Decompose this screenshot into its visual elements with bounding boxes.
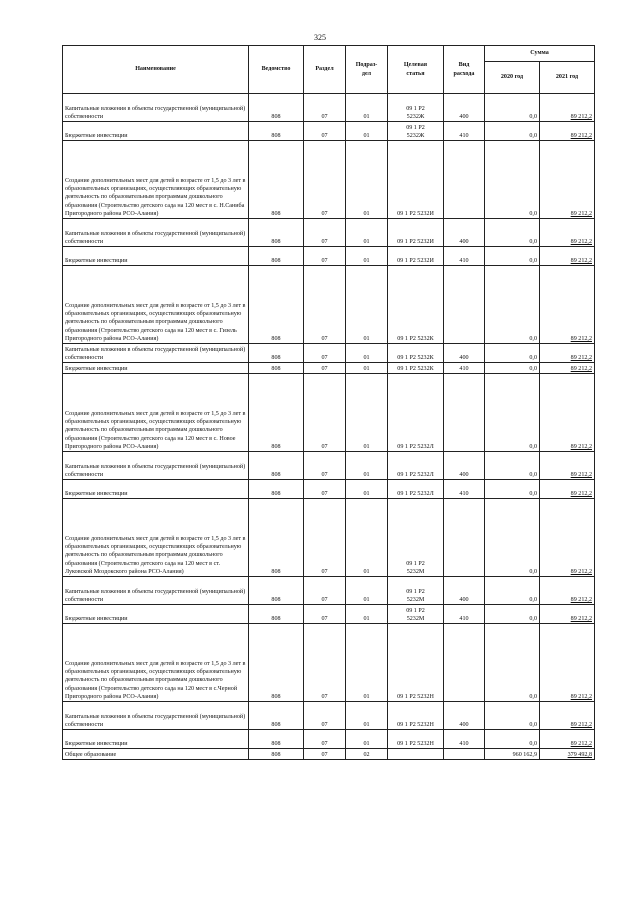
row-sum-2021: 89 212,2 — [540, 344, 595, 363]
row-expense-type: 410 — [444, 122, 485, 141]
header-subsection: Подраз- дел — [346, 46, 388, 94]
row-sum-2021: 89 212,2 — [540, 452, 595, 480]
row-name: Капитальные вложения в объекты государственной (муниципальной) собственности — [63, 344, 249, 363]
row-subsection: 01 — [346, 730, 388, 749]
row-name: Бюджетные инвестиции — [63, 247, 249, 266]
row-subsection: 01 — [346, 374, 388, 452]
row-subsection: 01 — [346, 141, 388, 219]
row-department: 808 — [249, 577, 304, 605]
table-row — [63, 141, 595, 219]
row-target-article: 09 1 P2 5232Н — [388, 702, 444, 730]
row-target-article: 09 1 P2 5232Н — [388, 624, 444, 702]
row-section: 07 — [304, 94, 346, 122]
row-expense-type: 400 — [444, 219, 485, 247]
row-department: 808 — [249, 247, 304, 266]
row-subsection: 02 — [346, 749, 388, 760]
row-target-article: 09 1 P2 5232И — [388, 247, 444, 266]
row-department: 808 — [249, 749, 304, 760]
table-row — [63, 219, 595, 247]
row-subsection: 01 — [346, 122, 388, 141]
row-section: 07 — [304, 605, 346, 624]
row-sum-2021: 89 212,2 — [540, 730, 595, 749]
row-name: Бюджетные инвестиции — [63, 363, 249, 374]
row-sum-2021: 89 212,2 — [540, 122, 595, 141]
row-section: 07 — [304, 219, 346, 247]
row-target-article: 09 1 P2 5232Н — [388, 730, 444, 749]
row-target-article — [388, 749, 444, 760]
row-subsection: 01 — [346, 499, 388, 577]
row-sum-2020: 0,0 — [485, 266, 540, 344]
row-department: 808 — [249, 374, 304, 452]
row-expense-type — [444, 374, 485, 452]
row-sum-2020: 0,0 — [485, 577, 540, 605]
row-department: 808 — [249, 730, 304, 749]
row-sum-2021: 89 212,2 — [540, 480, 595, 499]
row-expense-type — [444, 624, 485, 702]
row-section: 07 — [304, 624, 346, 702]
row-subsection: 01 — [346, 702, 388, 730]
row-subsection: 01 — [346, 94, 388, 122]
table-row — [63, 730, 595, 749]
table-row — [63, 363, 595, 374]
header-target-article: Целевая статья — [388, 46, 444, 94]
row-target-article: 09 1 P2 5232И — [388, 219, 444, 247]
row-sum-2020: 0,0 — [485, 374, 540, 452]
row-department: 808 — [249, 363, 304, 374]
row-target-article: 09 1 P2 5232К — [388, 266, 444, 344]
row-name: Бюджетные инвестиции — [63, 480, 249, 499]
row-department: 808 — [249, 94, 304, 122]
table-row — [63, 122, 595, 141]
row-subsection: 01 — [346, 344, 388, 363]
table-row — [63, 452, 595, 480]
row-sum-2021: 89 212,2 — [540, 605, 595, 624]
row-target-article: 09 1 P2 5232М — [388, 605, 444, 624]
row-sum-2020: 0,0 — [485, 219, 540, 247]
header-expense-type: Вид расхода — [444, 46, 485, 94]
row-name: Бюджетные инвестиции — [63, 605, 249, 624]
row-name: Создание дополнительных мест для детей в возрасте от 1,5 до 3 лет в образовательных организациях, осуществляющих образовательную деятельность по образовательным программам дошкольного образования (Строительство детского сада на 120 мест в с. Новое Пригородного района РСО-Алания) — [63, 374, 249, 452]
table-header — [63, 46, 595, 94]
table-row — [63, 624, 595, 702]
table-row — [63, 374, 595, 452]
row-sum-2020: 0,0 — [485, 480, 540, 499]
row-target-article: 09 1 P2 5232Л — [388, 374, 444, 452]
row-sum-2021: 89 212,2 — [540, 702, 595, 730]
header-2021: 2021 год — [540, 62, 595, 94]
header-department: Ведомство — [249, 46, 304, 94]
row-subsection: 01 — [346, 480, 388, 499]
row-expense-type — [444, 749, 485, 760]
row-sum-2020: 0,0 — [485, 344, 540, 363]
row-name: Создание дополнительных мест для детей в возрасте от 1,5 до 3 лет в образовательных организациях, осуществляющих образовательную деятельность по образовательным программам дошкольного образования (Строительство детского сада на 120 мест в ст. Луковской Моздокского района РСО-Алания) — [63, 499, 249, 577]
row-department: 808 — [249, 499, 304, 577]
row-expense-type: 400 — [444, 452, 485, 480]
row-section: 07 — [304, 452, 346, 480]
row-section: 07 — [304, 577, 346, 605]
row-sum-2021: 89 212,2 — [540, 499, 595, 577]
row-target-article: 09 1 P2 5232И — [388, 141, 444, 219]
row-section: 07 — [304, 141, 346, 219]
row-department: 808 — [249, 266, 304, 344]
row-department: 808 — [249, 605, 304, 624]
row-expense-type — [444, 499, 485, 577]
table-row — [63, 480, 595, 499]
row-name: Общее образование — [63, 749, 249, 760]
row-target-article: 09 1 P2 5232М — [388, 577, 444, 605]
row-expense-type: 400 — [444, 577, 485, 605]
row-expense-type: 410 — [444, 247, 485, 266]
row-expense-type: 400 — [444, 702, 485, 730]
row-section: 07 — [304, 344, 346, 363]
table-row — [63, 94, 595, 122]
row-sum-2021: 89 212,2 — [540, 219, 595, 247]
row-sum-2020: 0,0 — [485, 452, 540, 480]
table-body — [63, 94, 595, 760]
header-2020: 2020 год — [485, 62, 540, 94]
row-name: Бюджетные инвестиции — [63, 122, 249, 141]
row-sum-2020: 0,0 — [485, 624, 540, 702]
row-sum-2020: 0,0 — [485, 499, 540, 577]
row-name: Капитальные вложения в объекты государственной (муниципальной) собственности — [63, 452, 249, 480]
row-target-article: 09 1 P2 5232Л — [388, 480, 444, 499]
row-name: Капитальные вложения в объекты государственной (муниципальной) собственности — [63, 94, 249, 122]
row-sum-2021: 89 212,2 — [540, 247, 595, 266]
table-row — [63, 749, 595, 760]
row-subsection: 01 — [346, 247, 388, 266]
row-expense-type: 400 — [444, 94, 485, 122]
header-section: Раздел — [304, 46, 346, 94]
row-section: 07 — [304, 730, 346, 749]
page-number: 325 — [314, 33, 326, 42]
row-expense-type: 410 — [444, 363, 485, 374]
row-name: Создание дополнительных мест для детей в возрасте от 1,5 до 3 лет в образовательных организациях, осуществляющих образовательную деятельность по образовательным программам дошкольного образования (Строительство детского сада на 120 мест в с. Гизель Пригородного района РСО-Алания) — [63, 266, 249, 344]
row-section: 07 — [304, 702, 346, 730]
row-section: 07 — [304, 122, 346, 141]
row-department: 808 — [249, 702, 304, 730]
row-section: 07 — [304, 374, 346, 452]
row-target-article: 09 1 P2 5232К — [388, 363, 444, 374]
row-sum-2021: 89 212,2 — [540, 374, 595, 452]
row-sum-2020: 0,0 — [485, 141, 540, 219]
table-row — [63, 344, 595, 363]
table-row — [63, 577, 595, 605]
row-target-article: 09 1 P2 5232М — [388, 499, 444, 577]
row-expense-type — [444, 266, 485, 344]
row-department: 808 — [249, 480, 304, 499]
row-subsection: 01 — [346, 266, 388, 344]
row-section: 07 — [304, 499, 346, 577]
row-sum-2020: 960 162,9 — [485, 749, 540, 760]
row-target-article: 09 1 P2 5232Ж — [388, 94, 444, 122]
row-sum-2020: 0,0 — [485, 730, 540, 749]
row-sum-2020: 0,0 — [485, 605, 540, 624]
table-row — [63, 266, 595, 344]
row-subsection: 01 — [346, 219, 388, 247]
row-name: Капитальные вложения в объекты государственной (муниципальной) собственности — [63, 219, 249, 247]
row-name: Капитальные вложения в объекты государственной (муниципальной) собственности — [63, 702, 249, 730]
row-subsection: 01 — [346, 624, 388, 702]
budget-table — [62, 45, 595, 760]
row-department: 808 — [249, 122, 304, 141]
table-row — [63, 499, 595, 577]
row-sum-2021: 89 212,2 — [540, 624, 595, 702]
row-name: Создание дополнительных мест для детей в возрасте от 1,5 до 3 лет в образовательных организациях, осуществляющих образовательную деятельность по образовательным программам дошкольного образования (Строительство детского сада на 120 мест в с. Н.Саниба Пригородного района РСО-Алания) — [63, 141, 249, 219]
row-section: 07 — [304, 247, 346, 266]
header-sum: Сумма — [485, 46, 595, 62]
row-sum-2021: 89 212,2 — [540, 266, 595, 344]
row-expense-type: 410 — [444, 480, 485, 499]
row-sum-2020: 0,0 — [485, 247, 540, 266]
row-name: Капитальные вложения в объекты государственной (муниципальной) собственности — [63, 577, 249, 605]
row-subsection: 01 — [346, 605, 388, 624]
row-target-article: 09 1 P2 5232Л — [388, 452, 444, 480]
row-department: 808 — [249, 624, 304, 702]
row-expense-type: 400 — [444, 344, 485, 363]
row-expense-type — [444, 141, 485, 219]
row-sum-2021: 89 212,2 — [540, 94, 595, 122]
row-department: 808 — [249, 219, 304, 247]
row-section: 07 — [304, 749, 346, 760]
row-expense-type: 410 — [444, 605, 485, 624]
table-row — [63, 605, 595, 624]
row-department: 808 — [249, 344, 304, 363]
table-row — [63, 247, 595, 266]
row-subsection: 01 — [346, 452, 388, 480]
row-sum-2020: 0,0 — [485, 702, 540, 730]
row-department: 808 — [249, 452, 304, 480]
row-section: 07 — [304, 363, 346, 374]
row-section: 07 — [304, 480, 346, 499]
row-subsection: 01 — [346, 577, 388, 605]
row-name: Создание дополнительных мест для детей в возрасте от 1,5 до 3 лет в образовательных организациях, осуществляющих образовательную деятельность по образовательным программам дошкольного образования (Строительство детского сада на 120 мест в с.Черной Пригородного района РСО-Алания) — [63, 624, 249, 702]
row-section: 07 — [304, 266, 346, 344]
row-sum-2021: 89 212,2 — [540, 577, 595, 605]
table-row — [63, 702, 595, 730]
row-subsection: 01 — [346, 363, 388, 374]
row-sum-2021: 89 212,2 — [540, 363, 595, 374]
row-department: 808 — [249, 141, 304, 219]
row-sum-2021: 89 212,2 — [540, 141, 595, 219]
row-name: Бюджетные инвестиции — [63, 730, 249, 749]
row-sum-2021: 379 492,8 — [540, 749, 595, 760]
header-name: Наименование — [63, 46, 249, 94]
row-sum-2020: 0,0 — [485, 94, 540, 122]
row-sum-2020: 0,0 — [485, 363, 540, 374]
row-target-article: 09 1 P2 5232К — [388, 344, 444, 363]
row-target-article: 09 1 P2 5232Ж — [388, 122, 444, 141]
row-sum-2020: 0,0 — [485, 122, 540, 141]
row-expense-type: 410 — [444, 730, 485, 749]
